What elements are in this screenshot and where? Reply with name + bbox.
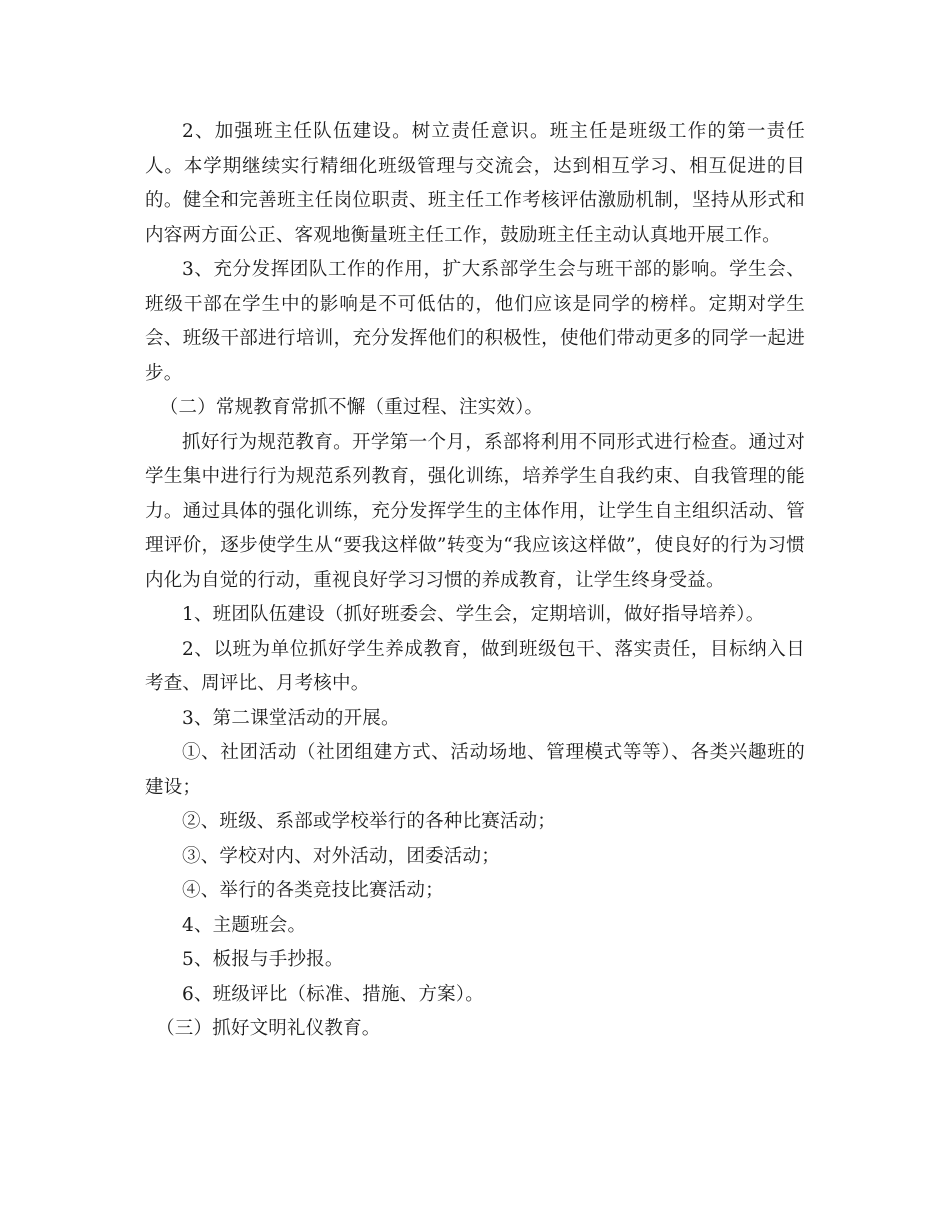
list-item-habit-education: 2、以班为单位抓好学生养成教育，做到班级包干、落实责任，目标纳入日考查、周评比、月考核中。 [145, 638, 805, 694]
paragraph-team-work: 3、充分发挥团队工作的作用，扩大系部学生会与班干部的影响。学生会、班级干部在学生中的影响是不可低估的，他们应该是同学的榜样。定期对学生会、班级干部进行培训，充分发挥他们的积极性，使他们带动更多的同学一起进步。 [145, 259, 805, 384]
list-item-class-team-building: 1、班团队伍建设（抓好班委会、学生会，定期培训，做好指导培养）。 [182, 604, 765, 625]
section-heading-etiquette-education: （三）抓好文明礼仪教育。 [156, 1018, 381, 1039]
paragraph-class-teacher-team: 2、加强班主任队伍建设。树立责任意识。班主任是班级工作的第一责任人。本学期继续实行精细化班级管理与交流会，达到相互学习、相互促进的目的。健全和完善班主任岗位职责、班主任工作考核评估激励机制，坚持从形式和内容两方面公正、客观地衡量班主任工作，鼓励班主任主动认真地开展工作。 [145, 121, 805, 246]
document-body [145, 115, 805, 1047]
list-item-theme-class-meeting: 4、主题班会。 [182, 914, 307, 936]
sub-item-sports-competitions: ④、举行的各类竞技比赛活动； [182, 880, 444, 901]
list-item-second-classroom: 3、第二课堂活动的开展。 [182, 707, 400, 729]
sub-item-competitions: ②、班级、系部或学校举行的各种比赛活动； [182, 811, 557, 832]
sub-item-club-activities: ①、社团活动（社团组建方式、活动场地、管理模式等等）、各类兴趣班的建设； [145, 742, 805, 798]
sub-item-school-activities: ③、学校对内、对外活动，团委活动； [182, 845, 500, 867]
paragraph-behavior-norms: 抓好行为规范教育。开学第一个月，系部将利用不同形式进行检查。通过对学生集中进行行为规范系列教育，强化训练，培养学生自我约束、自我管理的能力。通过具体的强化训练，充分发挥学生的主体作用，让学生自主组织活动、管理评价，逐步使学生从“要我这样做”转变为“我应该这样做”，使良好的行为习惯内化为自觉的行动，重视良好学习习惯的养成教育，让学生终身受益。 [145, 431, 805, 591]
list-item-blackboard-newspaper: 5、板报与手抄报。 [182, 949, 344, 970]
section-heading-routine-education: （二）常规教育常抓不懈（重过程、注实效）。 [159, 397, 544, 418]
list-item-class-evaluation: 6、班级评比（标准、措施、方案）。 [182, 983, 484, 1005]
